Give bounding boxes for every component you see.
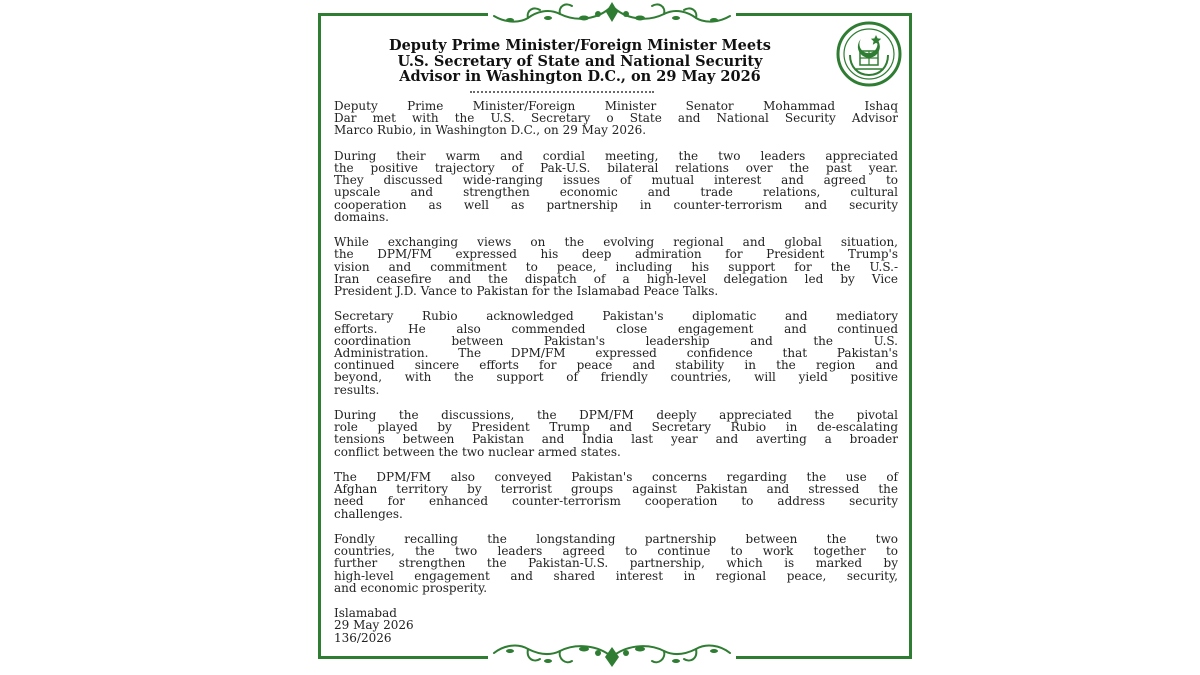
floral-scroll-ornament-icon xyxy=(488,641,736,673)
text-line: continued sincere efforts for peace and stability in the region and xyxy=(334,358,898,373)
text-line: Iran ceasefire and the dispatch of a high-level delegation led by Vice xyxy=(334,271,898,286)
text-line: Deputy Prime Minister/Foreign Minister Senator Mohammad Ishaq xyxy=(334,99,898,113)
text-line: domains. xyxy=(334,209,389,224)
text-line: the positive trajectory of Pak-U.S. bilateral relations over the past year. xyxy=(334,161,898,175)
text-line: They discussed wide-ranging issues of mutual interest and agreed to xyxy=(334,173,898,188)
dotted-divider xyxy=(470,91,654,95)
text-line: tensions between Pakistan and India last year and averting a broader xyxy=(334,432,898,447)
title-line: Deputy Prime Minister/Foreign Minister Meets xyxy=(389,37,771,54)
text-line: results. xyxy=(334,382,380,397)
paragraph-regional-views xyxy=(334,236,898,297)
text-line: Secretary Rubio acknowledged Pakistan's diplomatic and mediatory xyxy=(334,309,898,324)
floral-scroll-ornament-icon xyxy=(488,0,736,30)
state-emblem-of-pakistan-icon xyxy=(836,21,902,87)
text-line: upscale and strengthen economic and trade relations, cultural xyxy=(334,185,898,200)
paragraph-partnership xyxy=(334,533,898,594)
text-line: Afghan territory by terrorist groups against Pakistan and stressed the xyxy=(334,482,898,497)
page-title xyxy=(330,38,830,85)
signoff-reference: 136/2026 xyxy=(334,630,392,645)
text-line: During their warm and cordial meeting, the two leaders appreciated xyxy=(334,148,898,163)
text-line: Fondly recalling the longstanding partnership between the two xyxy=(334,532,898,547)
paragraph-opening xyxy=(334,100,898,137)
text-line: Marco Rubio, in Washington D.C., on 29 May 2026. xyxy=(334,123,647,138)
text-line: The DPM/FM also conveyed Pakistan's concerns regarding the use of xyxy=(334,470,898,485)
paragraph-meeting xyxy=(334,150,898,223)
text-line: countries, the two leaders agreed to continue to work together to xyxy=(334,544,898,559)
text-line: coordination between Pakistan's leadership and the U.S. xyxy=(334,333,898,348)
title-line: U.S. Secretary of State and National Security xyxy=(397,52,763,70)
text-line: challenges. xyxy=(334,506,403,521)
text-line: further strengthen the Pakistan-U.S. partnership, which is marked by xyxy=(334,556,898,571)
text-line: efforts. He also commended close engagement and continued xyxy=(334,321,898,336)
text-line: conflict between the two nuclear armed states. xyxy=(334,444,621,459)
text-line: Dar met with the U.S. Secretary o State and National Security Advisor xyxy=(334,111,898,126)
text-line: During the discussions, the DPM/FM deeply appreciated the pivotal xyxy=(334,408,898,423)
text-line: role played by President Trump and Secretary Rubio in de-escalating xyxy=(334,420,898,435)
text-line: While exchanging views on the evolving regional and global situation, xyxy=(334,235,898,250)
text-line: beyond, with the support of friendly countries, will yield positive xyxy=(334,370,898,385)
paragraph-afghan-concerns xyxy=(334,471,898,520)
signoff-block xyxy=(334,607,898,644)
text-line: President J.D. Vance to Pakistan for the Islamabad Peace Talks. xyxy=(334,284,719,299)
text-line: Administration. The DPM/FM expressed confidence that Pakistan's xyxy=(334,346,898,361)
text-line: cooperation as well as partnership in counter-terrorism and security xyxy=(334,197,898,212)
text-line: vision and commitment to peace, including his support for the U.S.- xyxy=(334,259,898,274)
signoff-date: 29 May 2026 xyxy=(334,618,414,633)
text-line: and economic prosperity. xyxy=(334,580,488,595)
paragraph-rubio-acknowledgement xyxy=(334,310,898,395)
signoff-place: Islamabad xyxy=(334,606,397,621)
press-release-body xyxy=(334,100,898,644)
text-line: need for enhanced counter-terrorism cooperation to address security xyxy=(334,494,898,509)
paragraph-de-escalation xyxy=(334,409,898,458)
text-line: high-level engagement and shared interest in regional peace, security, xyxy=(334,568,898,583)
title-line: Advisor in Washington D.C., on 29 May 2026 xyxy=(399,68,761,85)
text-line: the DPM/FM expressed his deep admiration for President Trump's xyxy=(334,247,898,262)
